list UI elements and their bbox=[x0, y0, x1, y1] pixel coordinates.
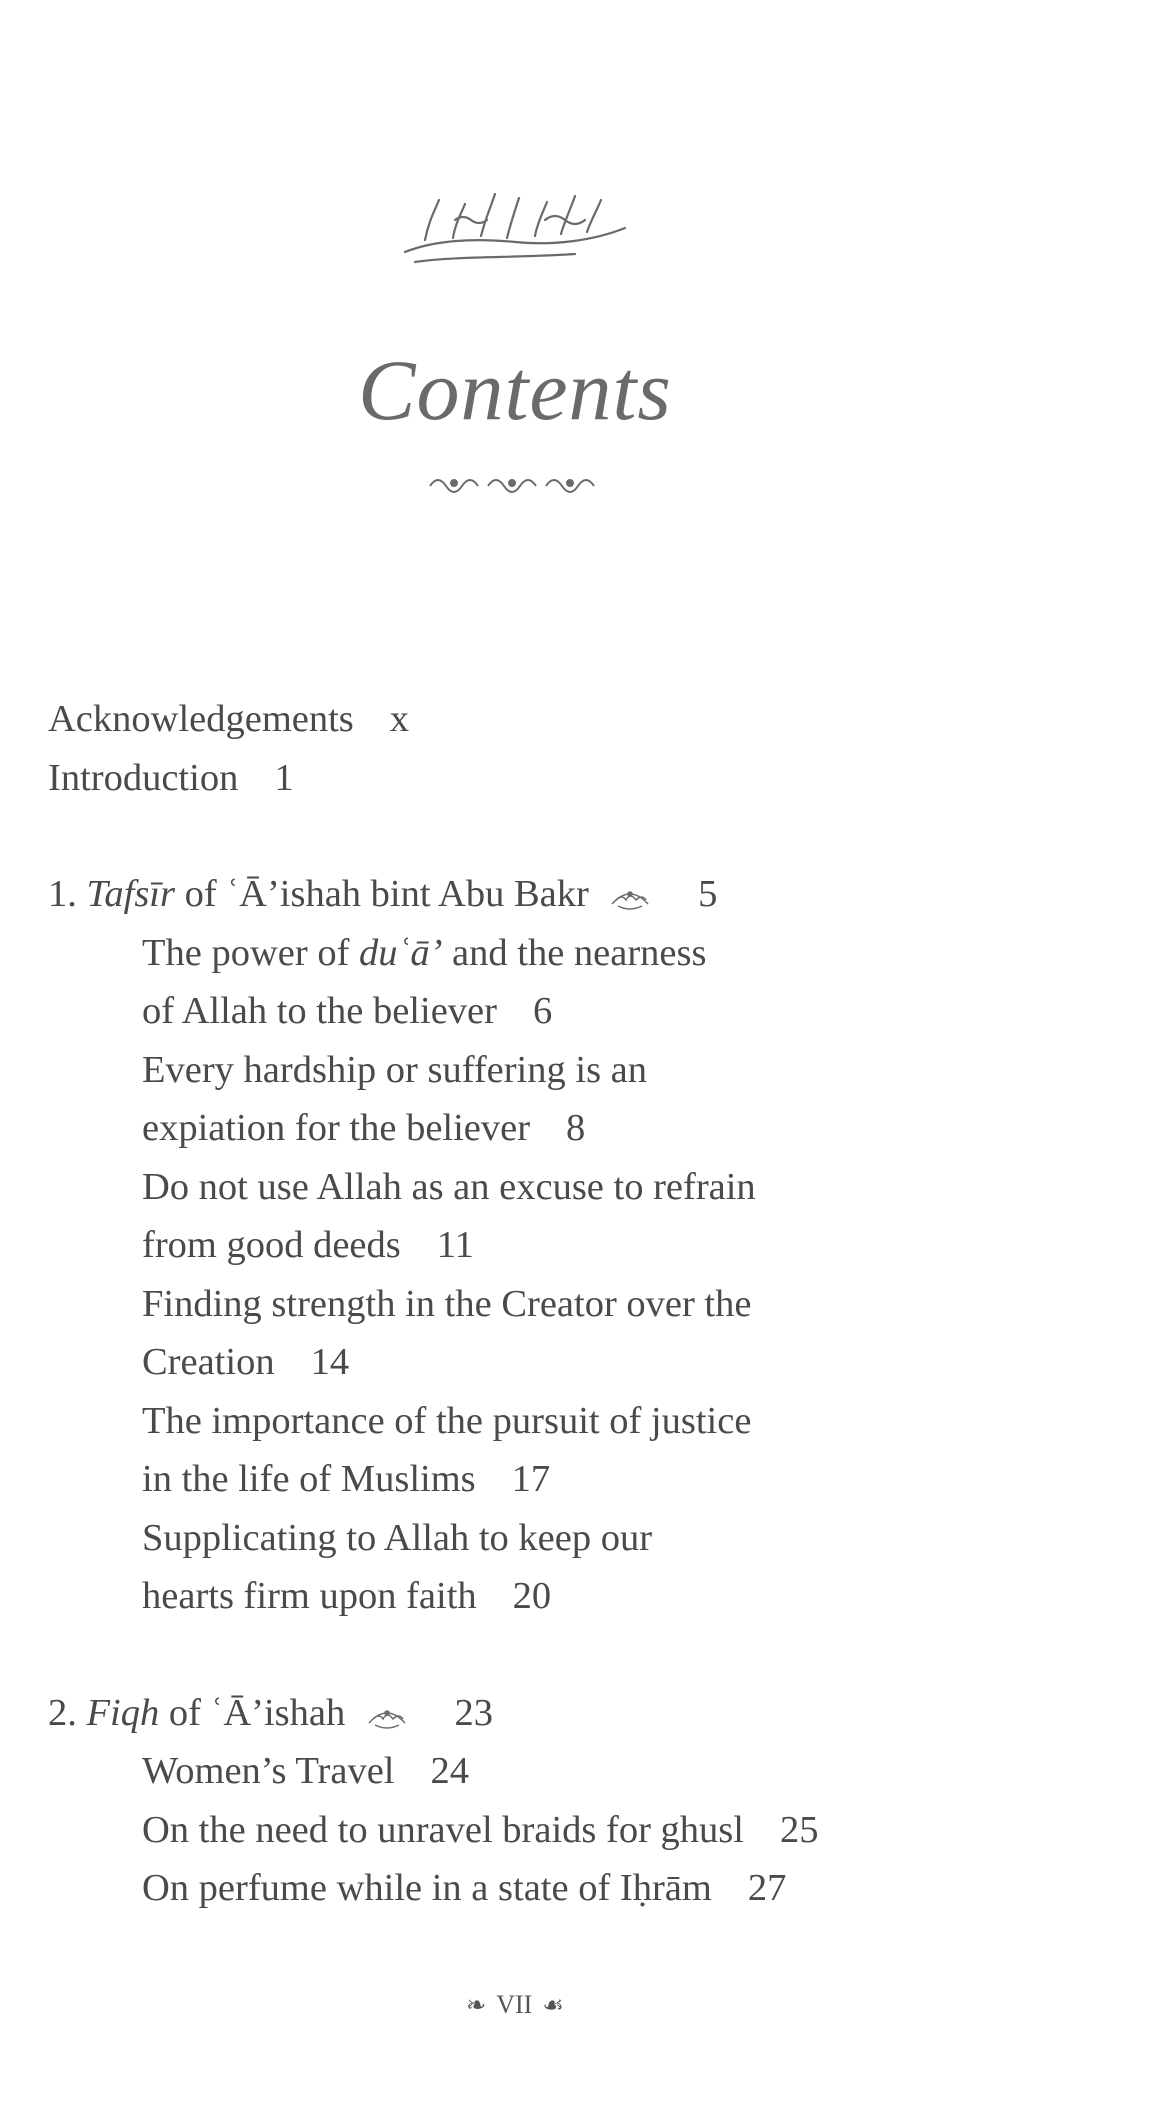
chapter-title-italic: Tafsīr bbox=[86, 873, 175, 915]
chapter-title-rest: of ʿĀ’ishah bint Abu Bakr bbox=[184, 873, 589, 915]
toc-entry-justice-line2[interactable] bbox=[48, 1450, 1098, 1509]
right-ornament-icon: ☙ bbox=[542, 1993, 564, 2019]
toc-entry-page: 17 bbox=[511, 1458, 551, 1500]
ornament-divider-icon bbox=[425, 470, 600, 496]
toc-entry-dua-line1[interactable] bbox=[48, 924, 1098, 983]
toc-entry-page: 20 bbox=[512, 1575, 552, 1617]
basmala-calligraphy bbox=[395, 180, 635, 270]
toc-entry-page: 27 bbox=[747, 1867, 787, 1909]
toc-entry-text: The importance of the pursuit of justice bbox=[142, 1399, 752, 1442]
toc-entry-text: in the life of Muslims bbox=[142, 1458, 476, 1500]
toc-entry-text: Supplicating to Allah to keep our bbox=[142, 1516, 653, 1559]
chapter-number: 1. bbox=[48, 873, 77, 915]
toc-entry-text: Every hardship or suffering is an bbox=[142, 1048, 648, 1091]
chapter-title-italic: Fiqh bbox=[86, 1691, 160, 1734]
toc-entry-text: Do not use Allah as an excuse to refrain bbox=[142, 1165, 756, 1208]
toc-entry-excuse-line1[interactable] bbox=[48, 1158, 1098, 1217]
toc-entry-title: Introduction bbox=[48, 756, 239, 799]
toc-entry-excuse-line2[interactable] bbox=[48, 1216, 1098, 1275]
chapter-title-rest: of ʿĀ’ishah bbox=[168, 1691, 346, 1734]
toc-entry-justice-line1[interactable] bbox=[48, 1392, 1098, 1451]
toc-entry-text: hearts firm upon faith bbox=[142, 1575, 477, 1617]
toc-chapter-2[interactable] bbox=[48, 1684, 1098, 1743]
toc-entry-italic: duʿā’ bbox=[359, 931, 443, 974]
toc-entry-introduction[interactable] bbox=[48, 749, 1098, 808]
toc-chapter-1[interactable] bbox=[48, 865, 1098, 924]
toc-entry-page: 25 bbox=[779, 1808, 819, 1851]
toc-entry-text: On perfume while in a state of Iḥrām bbox=[142, 1867, 712, 1909]
toc-entry-text: Women’s Travel bbox=[142, 1750, 395, 1792]
toc-entry-text: of Allah to the believer bbox=[142, 990, 497, 1032]
toc-entry-womens-travel[interactable] bbox=[48, 1742, 1098, 1801]
honorific-seal-icon bbox=[365, 1701, 409, 1731]
toc-entry-text: Finding strength in the Creator over the bbox=[142, 1282, 752, 1325]
toc-entry-braids[interactable] bbox=[48, 1801, 1098, 1860]
honorific-seal-icon bbox=[608, 882, 652, 912]
toc-entry-title: Acknowledgements bbox=[48, 698, 354, 740]
chapter-page: 5 bbox=[698, 873, 718, 915]
toc-entry-strength-line2[interactable] bbox=[48, 1333, 1098, 1392]
toc-entry-acknowledgements[interactable] bbox=[48, 690, 1098, 749]
chapter-page: 23 bbox=[454, 1691, 494, 1734]
page-title: Contents bbox=[358, 342, 672, 438]
chapter-number: 2. bbox=[48, 1691, 77, 1734]
toc-entry-text: from good deeds bbox=[142, 1224, 401, 1266]
toc-entry-page: 14 bbox=[310, 1341, 350, 1383]
toc-entry-text: Creation bbox=[142, 1341, 275, 1383]
toc-entry-text: On the need to unravel braids for ghusl bbox=[142, 1808, 744, 1851]
toc-entry-page: 24 bbox=[430, 1750, 470, 1792]
toc-entry-page: 8 bbox=[566, 1107, 586, 1149]
toc-entry-page: 6 bbox=[532, 990, 553, 1032]
toc-entry-supplicating-line2[interactable] bbox=[48, 1567, 1098, 1626]
toc-entry-hardship-line2[interactable] bbox=[48, 1099, 1098, 1158]
toc-entry-hardship-line1[interactable] bbox=[48, 1041, 1098, 1100]
toc-entry-text: and the nearness bbox=[442, 931, 707, 974]
page-footer bbox=[0, 1990, 1030, 2020]
toc-entry-perfume[interactable] bbox=[48, 1859, 1098, 1918]
toc-entry-dua-line2[interactable] bbox=[48, 982, 1098, 1041]
page-number: VII bbox=[496, 1990, 533, 2019]
left-ornament-icon: ❧ bbox=[466, 1993, 487, 2019]
table-of-contents bbox=[48, 690, 1098, 1918]
toc-entry-page: x bbox=[389, 698, 410, 740]
toc-entry-page: 11 bbox=[436, 1224, 474, 1266]
toc-entry-page: 1 bbox=[274, 756, 294, 799]
toc-entry-supplicating-line1[interactable] bbox=[48, 1509, 1098, 1568]
toc-entry-text: expiation for the believer bbox=[142, 1107, 531, 1149]
toc-entry-text: The power of bbox=[142, 931, 360, 974]
toc-entry-strength-line1[interactable] bbox=[48, 1275, 1098, 1334]
